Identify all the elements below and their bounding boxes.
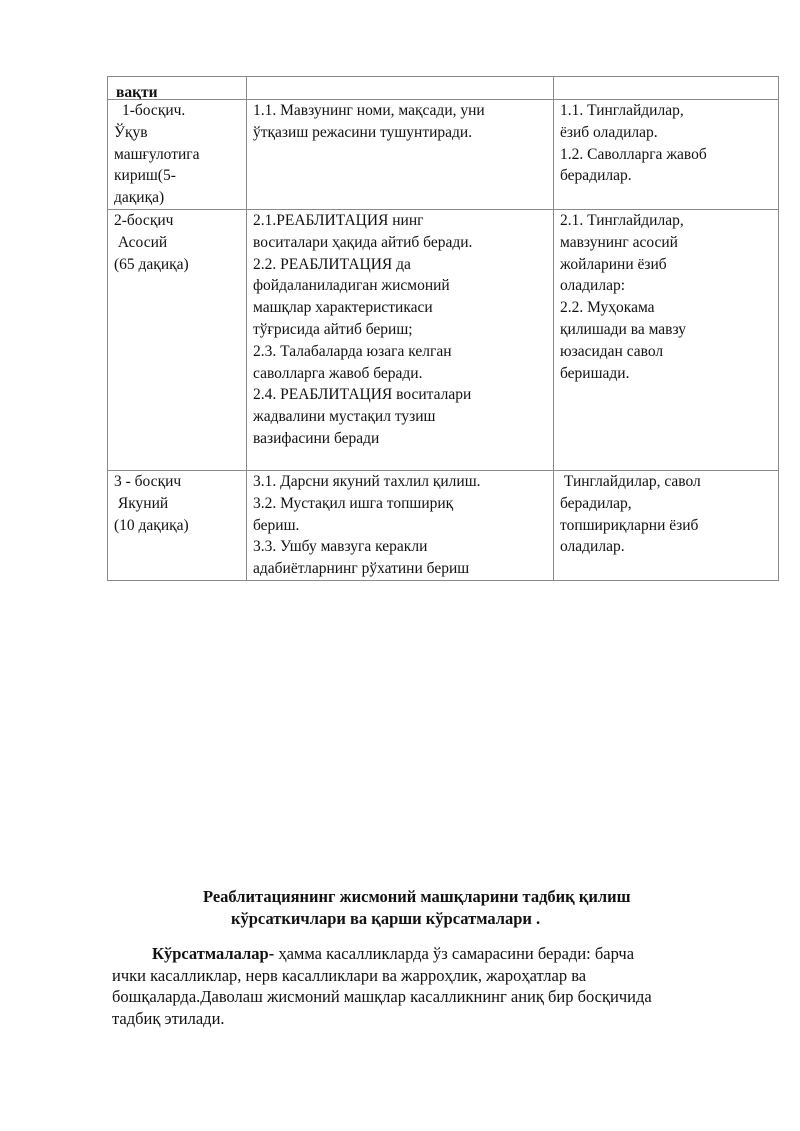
cell-line: (65 дақиқа) <box>114 255 189 273</box>
cell-line: саволларга жавоб беради. <box>253 364 423 382</box>
cell-line: мавзунинг асосий <box>560 233 678 251</box>
cell-line: 2.1. Тинглайдилар, <box>560 211 684 229</box>
header-cell-2 <box>247 77 554 100</box>
header-cell-3 <box>554 77 779 100</box>
cell-line: Ўқув <box>114 123 148 141</box>
cell-line: жадвалини мустақил тузиш <box>253 408 436 426</box>
cell-line: 3.2. Мустақил ишга топшириқ <box>253 494 454 512</box>
paragraph-line <box>112 943 752 965</box>
table-header-row <box>108 77 779 100</box>
cell-line: 2.4. РЕАБЛИТАЦИЯ воситалари <box>253 386 472 404</box>
paragraph-line: бошқаларда.Даволаш жисмоний машқлар касалликнинг аниқ бир босқичида <box>112 987 652 1007</box>
stage-cell <box>108 209 247 470</box>
cell-line: воситалари ҳақида айтиб беради. <box>253 233 473 251</box>
table-row <box>108 209 779 470</box>
cell-line: 3.1. Дарсни якуний тахлил қилиш. <box>253 472 481 490</box>
cell-line: бериш. <box>253 516 300 534</box>
cell-line: фойдаланиладиган жисмоний <box>253 277 450 295</box>
indications-lead: Кўрсатмалалар- <box>152 944 275 963</box>
cell-line: Якуний <box>114 494 169 512</box>
cell-line: 1.1. Мавзунинг номи, мақсади, уни <box>253 102 485 119</box>
cell-line: қилишади ва мавзу <box>560 320 687 338</box>
cell-line: 3.3. Ушбу мавзуга керакли <box>253 538 428 556</box>
cell-line: 2.3. Талабаларда юзага келган <box>253 342 452 360</box>
students-cell <box>554 470 779 580</box>
cell-line: тўғрисида айтиб бериш; <box>253 320 413 338</box>
paragraph-text: ҳамма касалликларда ўз самарасини беради: барча <box>274 944 635 963</box>
cell-line: беришади. <box>560 364 630 382</box>
stage-cell <box>108 100 247 210</box>
section-title <box>0 886 800 929</box>
cell-line: берадилар. <box>560 167 632 185</box>
cell-line: дақиқа) <box>114 189 165 207</box>
students-cell <box>554 100 779 210</box>
students-cell <box>554 209 779 470</box>
cell-line: (10 дақиқа) <box>114 516 189 534</box>
section-title-line: Реаблитациянинг жисмоний машқларини тадбиқ қилиш <box>203 887 631 906</box>
lesson-plan-table <box>107 76 779 581</box>
cell-line: жойларини ёзиб <box>560 255 667 273</box>
cell-line: ўтқазиш режасини тушунтиради. <box>253 123 473 141</box>
section-title-line: кўрсаткичлари ва қарши кўрсатмалари . <box>231 908 541 928</box>
cell-line: топшириқларни ёзиб <box>560 516 699 534</box>
indications-paragraph <box>112 943 752 1029</box>
cell-line: Тинглайдилар, савол <box>560 472 701 490</box>
cell-line: 1.2. Саволларга жавоб <box>560 145 707 163</box>
cell-line: 1.1. Тинглайдилар, <box>560 102 684 119</box>
paragraph-line: тадбиқ этилади. <box>112 1008 225 1028</box>
cell-line: берадилар, <box>560 494 632 512</box>
cell-line: 3 - босқич <box>114 472 182 490</box>
cell-line: оладилар. <box>560 538 625 556</box>
cell-line: ёзиб оладилар. <box>560 123 658 141</box>
teacher-cell <box>247 209 554 470</box>
table-row <box>108 100 779 210</box>
cell-line: вазифасини беради <box>253 429 380 447</box>
cell-line: юзасидан савол <box>560 342 664 360</box>
table-header-time: вақти <box>116 84 158 101</box>
cell-line: 2.2. РЕАБЛИТАЦИЯ да <box>253 255 411 273</box>
cell-line: 2.1.РЕАБЛИТАЦИЯ нинг <box>253 211 424 229</box>
cell-line: Асосий <box>114 233 168 251</box>
teacher-cell <box>247 100 554 210</box>
cell-line: машғулотига <box>114 145 200 163</box>
stage-cell <box>108 470 247 580</box>
cell-line: 2-босқич <box>114 211 174 229</box>
cell-line: кириш(5- <box>114 167 176 185</box>
cell-line: 1-босқич. <box>122 102 186 119</box>
paragraph-line: ички касалликлар, нерв касалликлари ва жарроҳлик, жароҳатлар ва <box>112 965 587 985</box>
table-row <box>108 470 779 580</box>
cell-line: адабиётларнинг рўхатини бериш <box>253 560 470 578</box>
cell-line: машқлар характеристикаси <box>253 299 433 317</box>
teacher-cell <box>247 470 554 580</box>
cell-line: оладилар: <box>560 277 626 295</box>
cell-line: 2.2. Муҳокама <box>560 299 655 317</box>
header-cell-1 <box>108 77 247 100</box>
